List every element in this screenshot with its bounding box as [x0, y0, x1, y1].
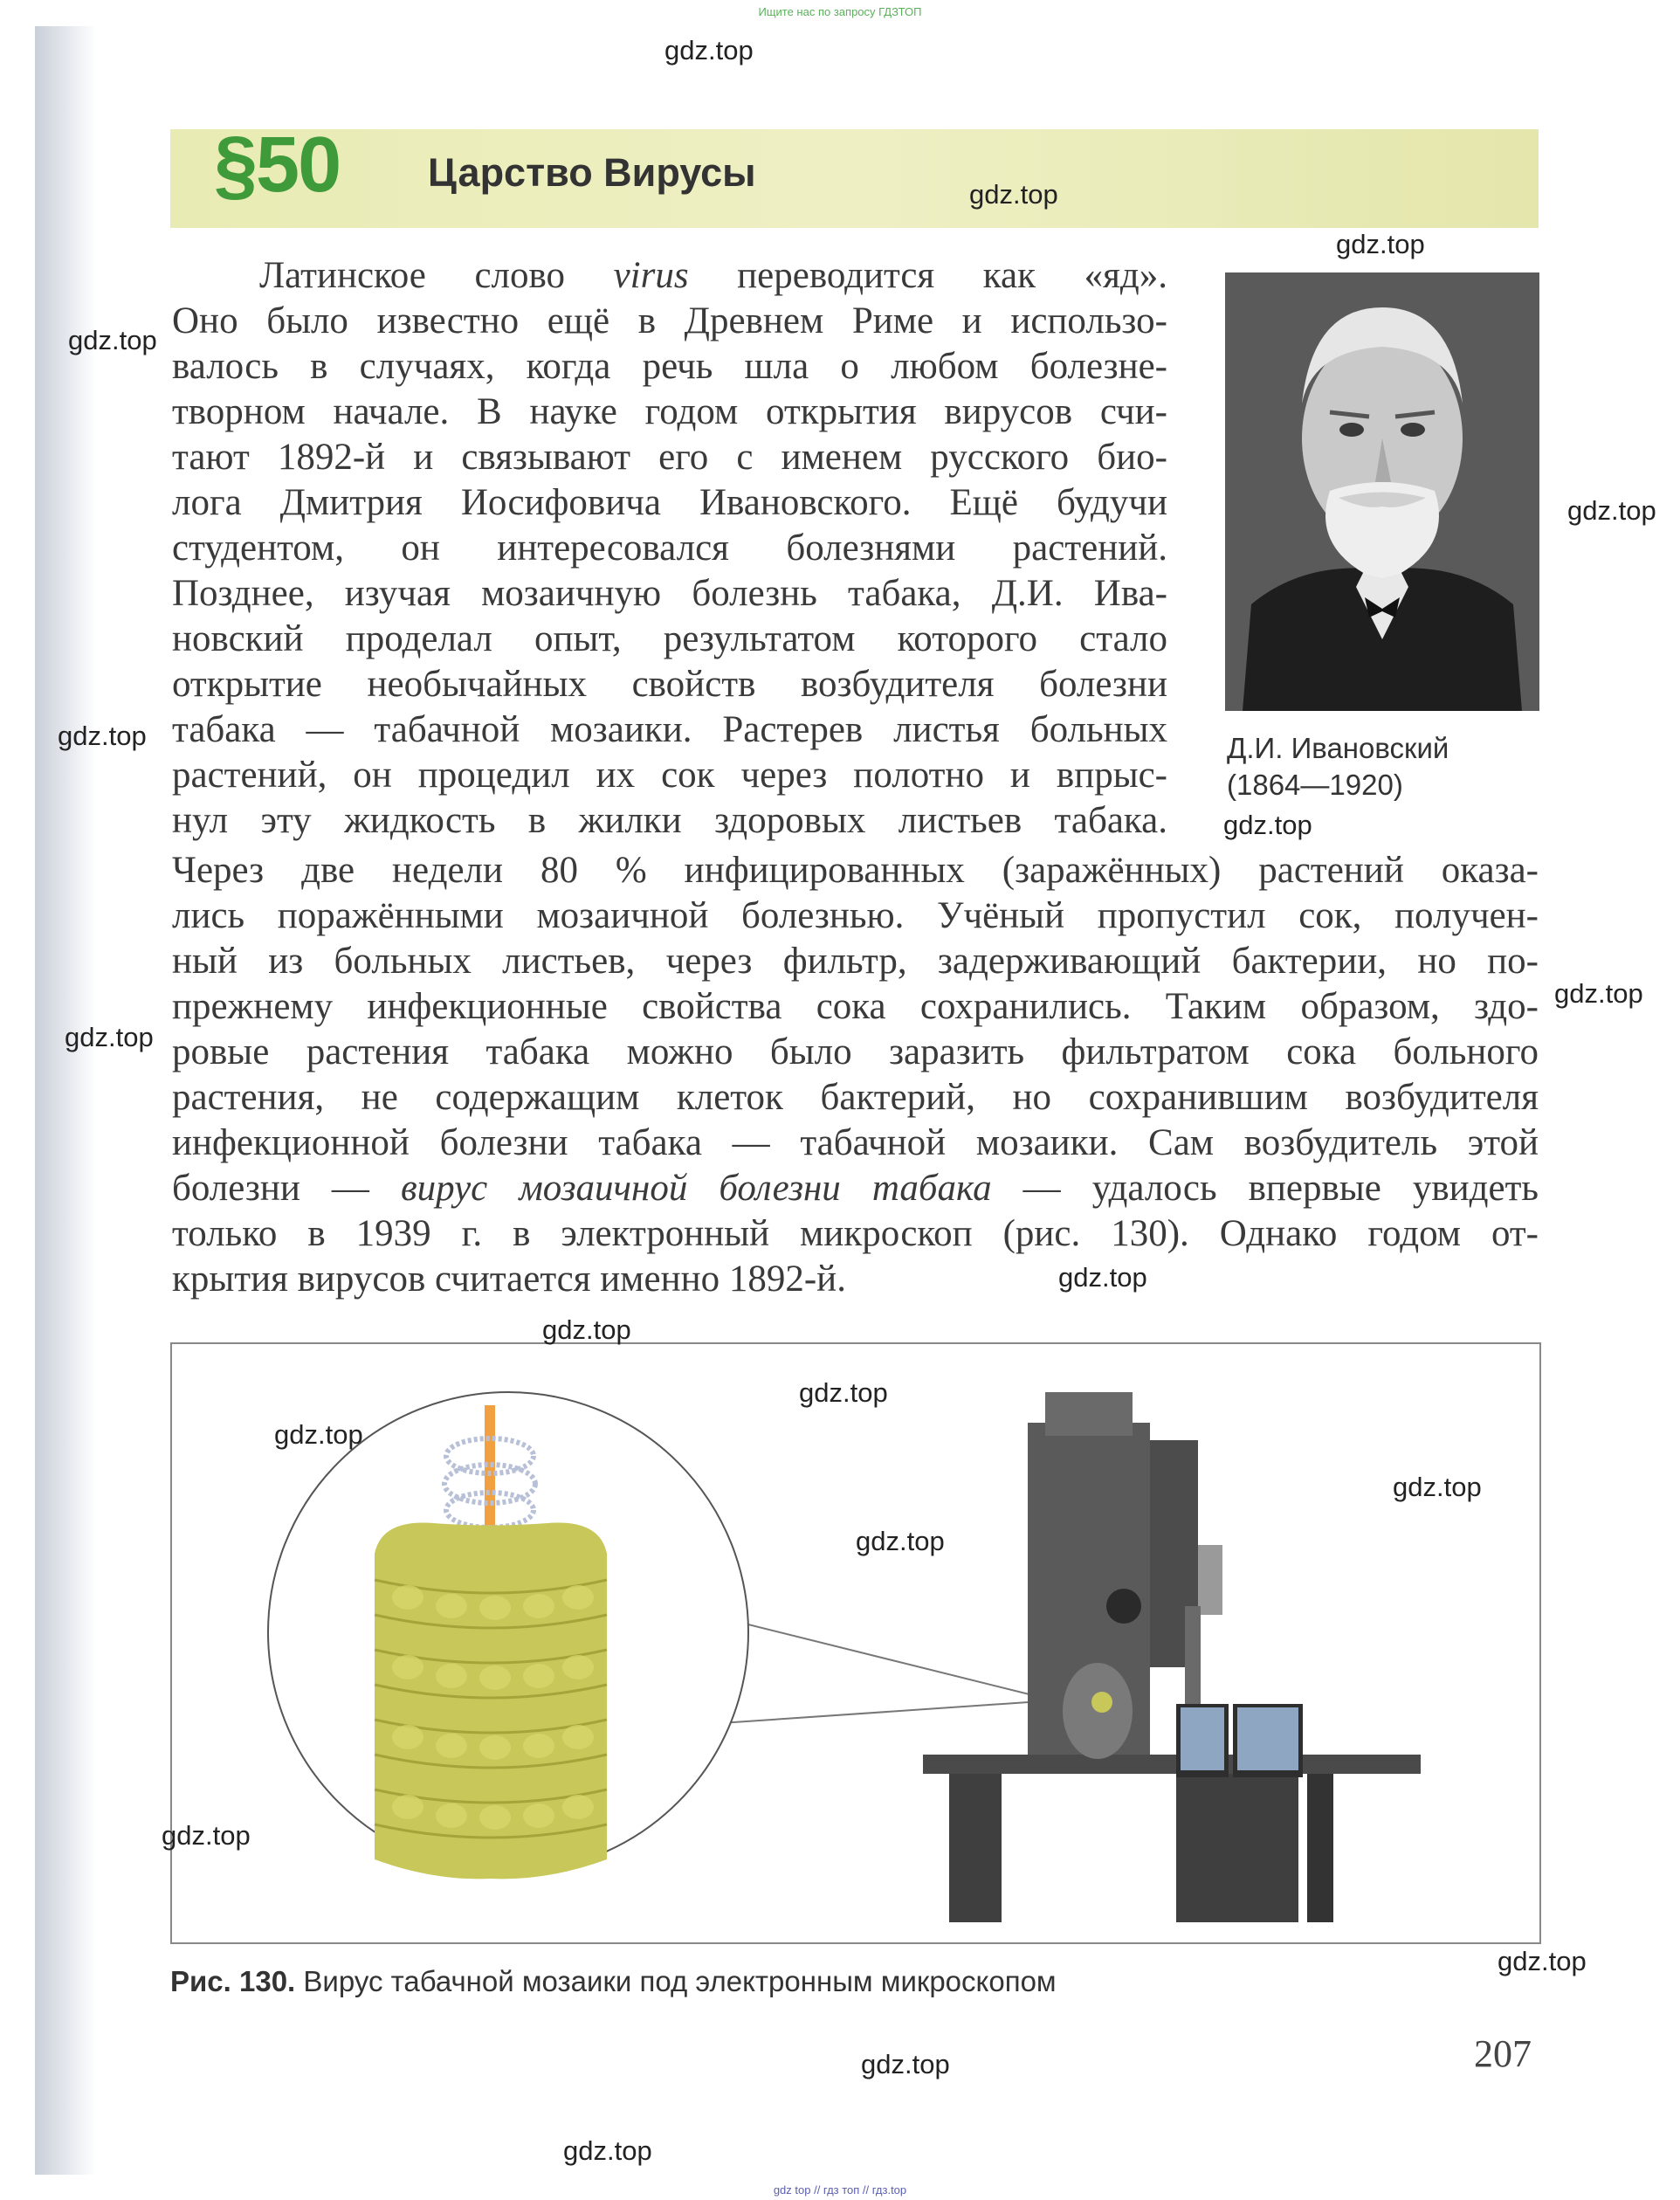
watermark-6: gdz.top — [58, 721, 147, 751]
watermark-7: gdz.top — [1223, 810, 1312, 840]
body-line-2: Оно было известно ещё в Древнем Риме и использо- — [172, 300, 1167, 341]
watermark-9: gdz.top — [65, 1022, 154, 1052]
section-header-band — [170, 129, 1539, 228]
watermark-5: gdz.top — [1567, 495, 1656, 526]
body-line-1: Латинское слово virus переводится как «яд». — [259, 255, 1167, 296]
body-line-12: растений, он процедил их сок через полотно и впрыс- — [172, 755, 1167, 796]
body-line-6: лога Дмитрия Иосифовича Ивановского. Ещё будучи — [172, 482, 1167, 523]
body-line-21: болезни — вирус мозаичной болезни табака — удалось впервые увидеть — [172, 1168, 1539, 1209]
bottom-link[interactable]: gdz top // гдз топ // гдз.top — [773, 2183, 907, 2197]
body-line-7: студентом, он интересовался болезнями растений. — [172, 528, 1167, 569]
body-line-8: Позднее, изучая мозаичную болезнь табака, Д.И. Ива- — [172, 573, 1167, 614]
body-line-19: растения, не содержащим клеток бактерий, но сохранившим возбудителя — [172, 1077, 1539, 1118]
watermark-12: gdz.top — [799, 1377, 888, 1408]
electron-microscope — [923, 1392, 1421, 1922]
body-line-16: ный из больных листьев, через фильтр, задерживающий бактерии, но по- — [172, 941, 1539, 982]
body-line-17: прежнему инфекционные свойства сока сохранились. Таким образом, здо- — [172, 986, 1539, 1027]
watermark-3: gdz.top — [1336, 229, 1425, 259]
portrait-drawing — [1225, 272, 1539, 711]
figure-illustration — [172, 1344, 1539, 1942]
watermark-2: gdz.top — [969, 179, 1058, 210]
watermark-18: gdz.top — [861, 2049, 950, 2079]
body-line-13: нул эту жидкость в жилки здоровых листьев табака. — [172, 800, 1167, 841]
figure-caption: Рис. 130. Вирус табачной мозаики под электронным микроскопом — [170, 1965, 1057, 1997]
body-line-20: инфекционной болезни табака — табачной мозаики. Сам возбудитель этой — [172, 1122, 1539, 1163]
watermark-11: gdz.top — [542, 1314, 631, 1345]
body-line-5: тают 1892-й и связывают его с именем русского био- — [172, 437, 1167, 478]
watermark-13: gdz.top — [274, 1419, 363, 1450]
figure-130 — [170, 1342, 1541, 1944]
section-title: Царство Вирусы — [428, 150, 756, 195]
body-line-11: табака — табачной мозаики. Растерев листья больных — [172, 709, 1167, 750]
watermark-16: gdz.top — [162, 1820, 251, 1851]
body-line-22: только в 1939 г. в электронный микроскоп (рис. 130). Однако годом от- — [172, 1213, 1539, 1254]
body-line-18: ровые растения табака можно было заразить фильтратом сока больного — [172, 1031, 1539, 1072]
body-line-15: лись поражёнными мозаичной болезнью. Учёный пропустил сок, получен- — [172, 895, 1539, 936]
portrait-caption-name: Д.И. Ивановский — [1227, 732, 1449, 764]
watermark-4: gdz.top — [68, 325, 157, 355]
body-line-3: валось в случаях, когда речь шла о любом болезне- — [172, 346, 1167, 387]
watermark-8: gdz.top — [1554, 978, 1643, 1009]
watermark-1: gdz.top — [664, 35, 754, 66]
body-line-14: Через две недели 80 % инфицированных (заражённых) растений оказа- — [172, 850, 1539, 891]
body-line-10: открытие необычайных свойств возбудителя болезни — [172, 664, 1167, 705]
body-line-23: крытия вирусов считается именно 1892-й. — [172, 1259, 846, 1300]
portrait-ivanovsky — [1225, 272, 1539, 711]
body-line-9: новский проделал опыт, результатом которого стало — [172, 618, 1167, 659]
watermark-17: gdz.top — [1498, 1946, 1587, 1976]
top-search-hint[interactable]: Ищите нас по запросу ГДЗТОП — [758, 5, 922, 18]
watermark-15: gdz.top — [856, 1526, 945, 1556]
portrait-caption-years: (1864—1920) — [1227, 769, 1403, 801]
watermark-14: gdz.top — [1393, 1472, 1482, 1502]
watermark-10: gdz.top — [1058, 1262, 1147, 1293]
page-number: 207 — [1474, 2032, 1532, 2075]
body-line-4: творном начале. В науке годом открытия вирусов счи- — [172, 391, 1167, 432]
paragraph-number: §50 — [214, 121, 341, 209]
watermark-19: gdz.top — [563, 2135, 652, 2166]
